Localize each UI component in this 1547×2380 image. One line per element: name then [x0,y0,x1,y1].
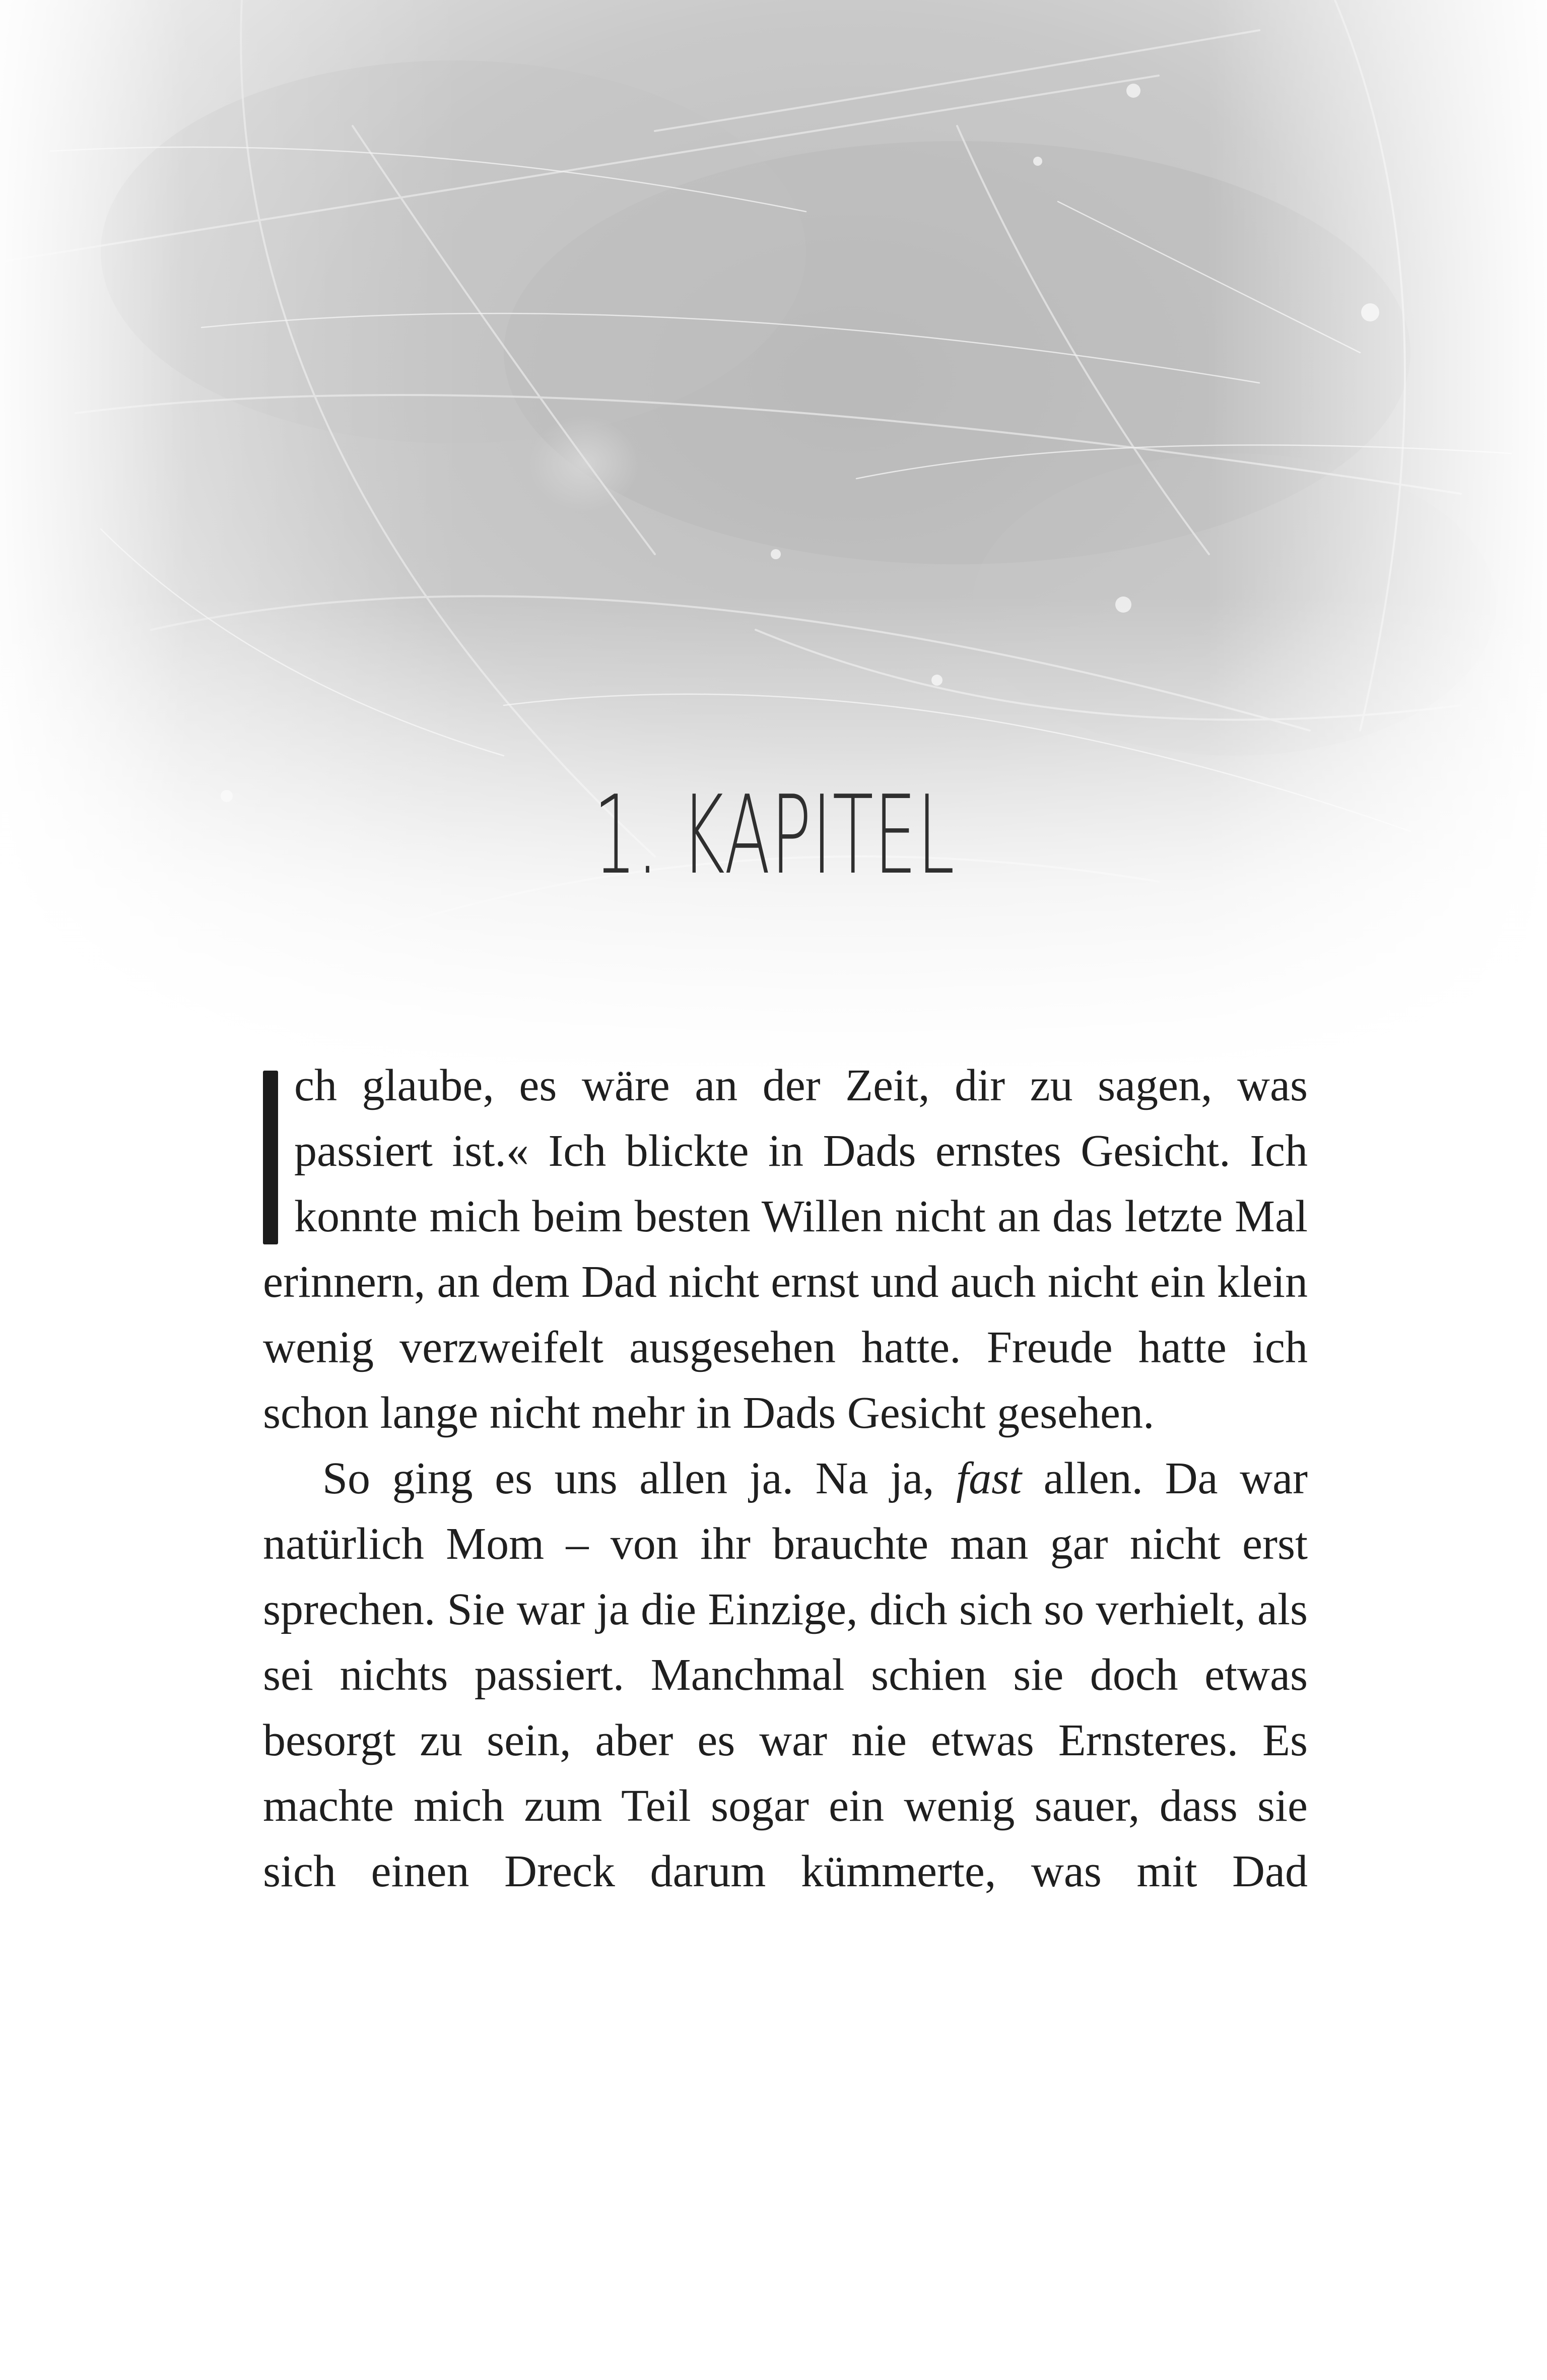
paragraph-2-text-start: So ging es uns allen ja. Na ja, [322,1453,957,1503]
ice-texture-graphic [0,0,1547,1083]
drop-cap-letter [263,1071,278,1244]
paragraph-1 [263,1053,1308,1446]
paragraph-2-text-end: allen. Da war natürlich Mom – von ihr brauchte man gar nicht erst sprechen. Sie war ja die Einzige, dich sich so verhielt, als sei nichts passiert. Manchmal schien sie doch etwas besorgt zu sein, aber es war nie etwas Ernsteres. Es machte mich zum Teil sogar ein wenig sauer, dass sie sich einen Dreck darum kümmerte, was mit Dad [263,1453,1308,1896]
paragraph-1-text: ch glaube, es wäre an der Zeit, dir zu sagen, was passiert ist.« Ich blickte in Dads ernstes Gesicht. Ich konnte mich beim besten Willen nicht an das letzte Mal erinnern, an dem Dad nicht ernst und auch nicht ein klein wenig verzweifelt ausgesehen hatte. Freude hatte ich schon lange nicht mehr in Dads Gesicht gesehen. [263,1061,1308,1438]
chapter-body-text [263,1053,1308,1904]
paragraph-2 [263,1446,1308,1904]
ice-texture-header-image [0,0,1547,1083]
paragraph-2-emphasis: fast [956,1453,1022,1503]
chapter-title: 1. KAPITEL [593,772,956,898]
